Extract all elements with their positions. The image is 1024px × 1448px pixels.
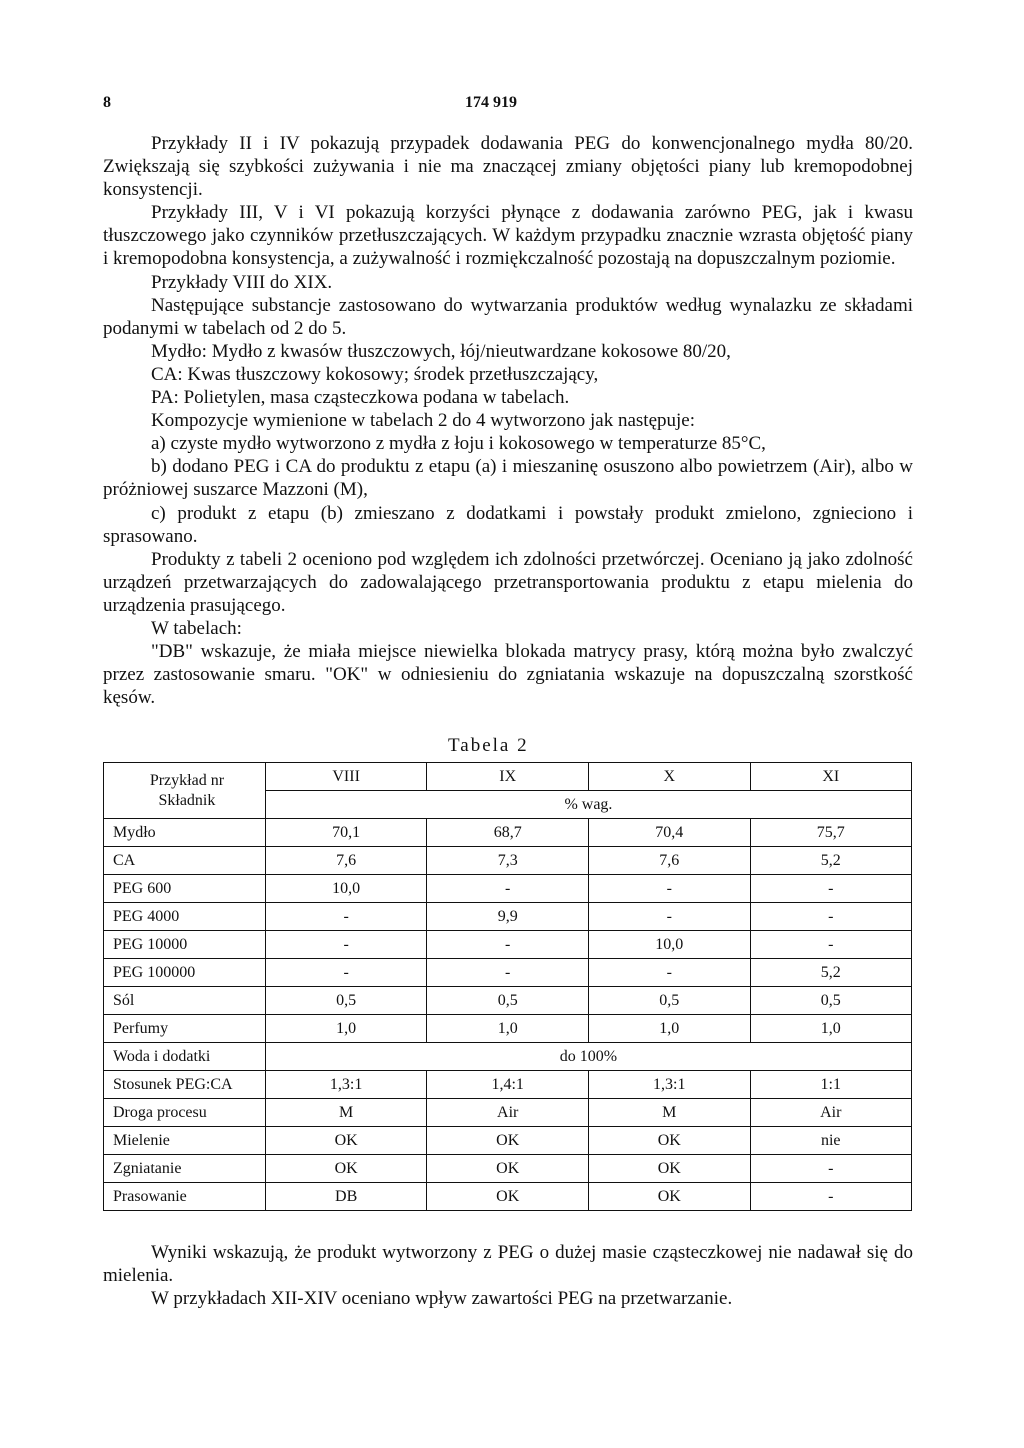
table-cell: OK xyxy=(427,1155,589,1183)
table-cell: - xyxy=(588,903,750,931)
table-cell: OK xyxy=(588,1183,750,1211)
table-row xyxy=(104,1043,912,1071)
ingredient-label: Składnik xyxy=(158,791,216,809)
table-cell: DB xyxy=(265,1183,427,1211)
table-cell: 1,3:1 xyxy=(265,1071,427,1099)
paragraph: "DB" wskazuje, że miała miejsce niewielka blokada matrycy prasy, którą można było zwalczyć przez zastosowanie smaru. "OK" w odniesieniu do zgniatania wskazuje na dopuszczalną szorstkość kęsów. xyxy=(103,641,913,709)
table-row xyxy=(104,1071,912,1099)
table-cell: 1,0 xyxy=(750,1015,911,1043)
row-label: Sól xyxy=(104,987,266,1015)
paragraph: Wyniki wskazują, że produkt wytworzony z PEG o dużej masie cząsteczkowej nie nadawał się do mielenia. xyxy=(103,1242,913,1287)
paragraph: b) dodano PEG i CA do produktu z etapu (a) i mieszaninę osuszono albo powietrzem (Air), albo w próżniowej suszarce Mazzoni (M), xyxy=(103,456,913,501)
table-cell: OK xyxy=(427,1127,589,1155)
table-cell: 0,5 xyxy=(265,987,427,1015)
table-cell: 10,0 xyxy=(265,875,427,903)
table-row xyxy=(104,1127,912,1155)
table-header-label xyxy=(104,763,266,819)
table-cell: 75,7 xyxy=(750,819,911,847)
table-cell: 68,7 xyxy=(427,819,589,847)
column-header: X xyxy=(588,763,750,791)
table-cell: 7,6 xyxy=(265,847,427,875)
paragraph: PA: Polietylen, masa cząsteczkowa podana w tabelach. xyxy=(151,387,570,409)
table-cell: M xyxy=(265,1099,427,1127)
paragraph: Produkty z tabeli 2 oceniono pod względem ich zdolności przetwórczej. Oceniano ją jako zdolność urządzeń przetwarzających do zadowalającego przetransportowania produktu z etapu mielenia do urządzenia prasującego. xyxy=(103,548,913,616)
paragraph: W tabelach: xyxy=(151,617,242,639)
row-label: Mielenie xyxy=(104,1127,266,1155)
table-row xyxy=(104,847,912,875)
table-cell: OK xyxy=(588,1155,750,1183)
table-cell: OK xyxy=(427,1183,589,1211)
table-row xyxy=(104,819,912,847)
paragraph: Następujące substancje zastosowano do wytwarzania produktów według wynalazku ze składami podanymi w tabelach od 2 do 5. xyxy=(103,294,913,339)
table-cell: OK xyxy=(265,1127,427,1155)
paragraph: Przykłady II i IV pokazują przypadek dodawania PEG do konwencjonalnego mydła 80/20. Zwiększają się szybkości zużywania i nie ma znaczącej zmiany objętości piany lub kremopodobnej konsystencji. xyxy=(103,133,913,201)
paragraph: c) produkt z etapu (b) zmieszano z dodatkami i powstały produkt zmielono, zgnieciono i sprasowano. xyxy=(103,502,913,547)
row-label: Prasowanie xyxy=(104,1183,266,1211)
table-cell: 0,5 xyxy=(750,987,911,1015)
table-cell: Air xyxy=(427,1099,589,1127)
table-row xyxy=(104,875,912,903)
table-row xyxy=(104,1183,912,1211)
paragraph: W przykładach XII-XIV oceniano wpływ zawartości PEG na przetwarzanie. xyxy=(151,1288,733,1310)
table-cell: 70,1 xyxy=(265,819,427,847)
paragraph: CA: Kwas tłuszczowy kokosowy; środek przetłuszczający, xyxy=(151,363,599,385)
table-cell: 0,5 xyxy=(588,987,750,1015)
paragraph: Kompozycje wymienione w tabelach 2 do 4 wytworzono jak następuje: xyxy=(151,410,695,432)
table-cell: 7,6 xyxy=(588,847,750,875)
paragraph: Przykłady III, V i VI pokazują korzyści płynące z dodawania zarówno PEG, jak i kwasu tłuszczowego jako czynników przetłuszczających. W każdym przypadku znacznie wzrasta objętość piany i kremopodobna konsystencja, a zużywalność i rozmiękczalność pozostają na dopuszczalnym poziomie. xyxy=(103,202,913,270)
table-cell: 7,3 xyxy=(427,847,589,875)
row-label: Woda i dodatki xyxy=(104,1043,266,1071)
table-cell: - xyxy=(265,959,427,987)
table-cell: 9,9 xyxy=(427,903,589,931)
row-label: PEG 600 xyxy=(104,875,266,903)
row-label: CA xyxy=(104,847,266,875)
table-cell: - xyxy=(750,1183,911,1211)
table-cell: - xyxy=(750,903,911,931)
table-cell: 1:1 xyxy=(750,1071,911,1099)
table-cell: - xyxy=(588,875,750,903)
table-cell: Air xyxy=(750,1099,911,1127)
example-number-label: Przykład nr xyxy=(149,771,225,789)
row-label: Droga procesu xyxy=(104,1099,266,1127)
table-cell: 5,2 xyxy=(750,959,911,987)
row-label: Zgniatanie xyxy=(104,1155,266,1183)
table-row xyxy=(104,903,912,931)
table-cell: - xyxy=(427,959,589,987)
table-cell: 1,0 xyxy=(265,1015,427,1043)
page-header xyxy=(103,94,913,116)
table-cell: nie xyxy=(750,1127,911,1155)
footer-text xyxy=(103,1241,913,1310)
table-cell: 10,0 xyxy=(588,931,750,959)
paragraph: Mydło: Mydło z kwasów tłuszczowych, łój/nieutwardzane kokosowe 80/20, xyxy=(151,340,731,362)
table-cell: - xyxy=(265,903,427,931)
table-cell: - xyxy=(427,875,589,903)
paragraph: Przykłady VIII do XIX. xyxy=(151,271,333,293)
table-cell: OK xyxy=(265,1155,427,1183)
table-cell: - xyxy=(427,931,589,959)
table-cell: M xyxy=(588,1099,750,1127)
column-header: VIII xyxy=(265,763,427,791)
column-header: IX xyxy=(427,763,589,791)
row-label: Stosunek PEG:CA xyxy=(104,1071,266,1099)
table-cell: - xyxy=(265,931,427,959)
table-cell: 5,2 xyxy=(750,847,911,875)
row-label: PEG 4000 xyxy=(104,903,266,931)
table-row xyxy=(104,1015,912,1043)
column-header: XI xyxy=(750,763,911,791)
table-cell: 1,0 xyxy=(427,1015,589,1043)
table-row xyxy=(104,1155,912,1183)
table-row xyxy=(104,959,912,987)
table-cell: 70,4 xyxy=(588,819,750,847)
table-cell: - xyxy=(588,959,750,987)
row-label: PEG 100000 xyxy=(104,959,266,987)
page-number: 8 xyxy=(103,94,111,111)
table-cell: 0,5 xyxy=(427,987,589,1015)
table-cell: do 100% xyxy=(265,1043,911,1071)
unit-cell: % wag. xyxy=(265,791,911,819)
table-row xyxy=(104,1099,912,1127)
table-cell: - xyxy=(750,1155,911,1183)
body-text xyxy=(103,132,913,709)
table-row xyxy=(104,931,912,959)
table-caption: Tabela 2 xyxy=(448,735,529,756)
table-cell: - xyxy=(750,931,911,959)
table-cell: 1,4:1 xyxy=(427,1071,589,1099)
row-label: Mydło xyxy=(104,819,266,847)
composition-table xyxy=(103,762,912,1211)
table-cell: 1,0 xyxy=(588,1015,750,1043)
table-cell: - xyxy=(750,875,911,903)
paragraph: a) czyste mydło wytworzono z mydła z łoju i kokosowego w temperaturze 85°C, xyxy=(151,433,766,455)
row-label: PEG 10000 xyxy=(104,931,266,959)
table-cell: 1,3:1 xyxy=(588,1071,750,1099)
patent-number: 174 919 xyxy=(465,94,517,111)
table-cell: OK xyxy=(588,1127,750,1155)
table-row xyxy=(104,987,912,1015)
row-label: Perfumy xyxy=(104,1015,266,1043)
